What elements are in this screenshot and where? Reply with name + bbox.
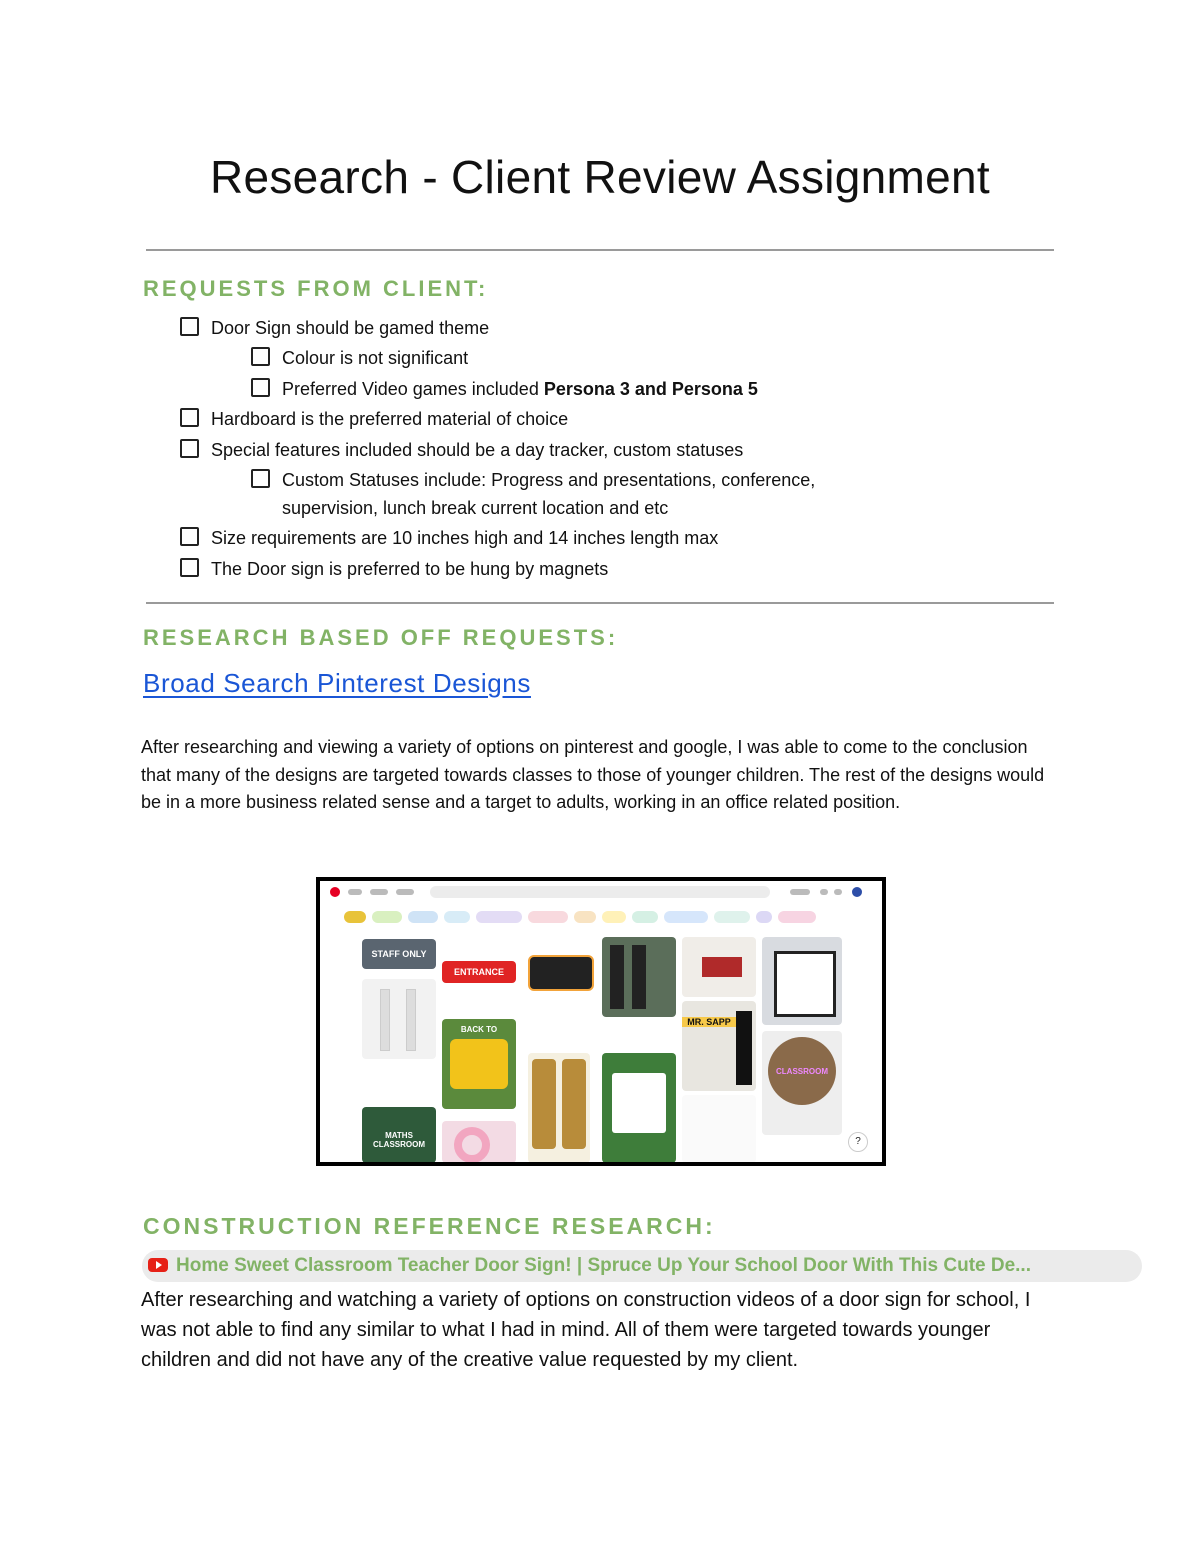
- push-pull-brass-sign: [528, 1053, 590, 1163]
- checkbox[interactable]: [180, 439, 199, 458]
- staff-only-sign: STAFF ONLY: [362, 939, 436, 969]
- school-bus-sign: BACK TO: [442, 1019, 516, 1109]
- pinterest-logo-icon: [330, 887, 340, 897]
- pink-sign: [442, 1121, 516, 1163]
- push-pull-sign: [362, 979, 436, 1059]
- checklist-item: Door Sign should be gamed theme: [180, 314, 489, 342]
- hanging-sign: [682, 937, 756, 997]
- bulletin-board: [602, 1053, 676, 1163]
- requests-heading: REQUESTS FROM CLIENT:: [143, 276, 489, 301]
- avatar-icon: [852, 887, 862, 897]
- checkbox[interactable]: [180, 527, 199, 546]
- checklist-item: Size requirements are 10 inches high and 14 inches length max: [180, 524, 718, 552]
- document-title: Research - Client Review Assignment: [209, 151, 991, 203]
- browser-topbar: [320, 881, 882, 905]
- construction-heading: CONSTRUCTION REFERENCE RESEARCH:: [143, 1213, 716, 1239]
- checklist-item: Colour is not significant: [251, 344, 468, 372]
- divider: [146, 602, 1054, 604]
- checklist-item: Hardboard is the preferred material of choice: [180, 405, 568, 433]
- research-paragraph: After researching and viewing a variety of options on pinterest and google, I was able to come to the conclusion that many of the designs are targeted towards classes to those of younger children. The rest of the designs would be in a more business related sense and a target to adults, working in an office related position.: [141, 737, 1045, 812]
- pinterest-screenshot: [316, 877, 886, 1166]
- checklist-item: Preferred Video games included Persona 3 and Persona 5: [251, 375, 758, 403]
- checklist-item: The Door sign is preferred to be hung by magnets: [180, 555, 608, 583]
- pinterest-link[interactable]: Broad Search Pinterest Designs: [143, 668, 531, 698]
- round-classroom-sign: CLASSROOM: [762, 1031, 842, 1135]
- checkbox[interactable]: [251, 347, 270, 366]
- filter-chips: [320, 909, 882, 927]
- research-heading: RESEARCH BASED OFF REQUESTS:: [143, 625, 619, 650]
- entrance-sign: ENTRANCE: [442, 961, 516, 983]
- name-sign: [762, 937, 842, 1025]
- youtube-link-chip[interactable]: Home Sweet Classroom Teacher Door Sign! | Spruce Up Your School Door With This Cute De...: [142, 1250, 1142, 1282]
- lights-sign: [522, 937, 596, 1001]
- mr-sapp-sign: MR. SAPP: [682, 1001, 756, 1091]
- maths-classroom-sign: MATHS CLASSROOM: [362, 1107, 436, 1163]
- youtube-icon: [148, 1258, 168, 1272]
- checkbox[interactable]: [180, 408, 199, 427]
- porch-sign: [602, 937, 676, 1017]
- search-bar: [430, 886, 770, 898]
- checkbox[interactable]: [180, 317, 199, 336]
- checkbox[interactable]: [251, 469, 270, 488]
- checklist-item: Special features included should be a day tracker, custom statuses: [180, 436, 743, 464]
- checkbox[interactable]: [251, 378, 270, 397]
- construction-paragraph: After researching and watching a variety of options on construction videos of a door sign for school, I was not able to find any similar to what I had in mind. All of them were targeted towards younger children and did not have any of the creative value requested by my client.: [141, 1289, 1031, 1371]
- checkbox[interactable]: [180, 558, 199, 577]
- checklist-item: Custom Statuses include: Progress and presentations, conference, supervision, lunch break current location and etc: [251, 466, 815, 522]
- divider: [146, 249, 1054, 251]
- door-photo: [682, 1095, 756, 1163]
- help-button[interactable]: ?: [848, 1132, 868, 1152]
